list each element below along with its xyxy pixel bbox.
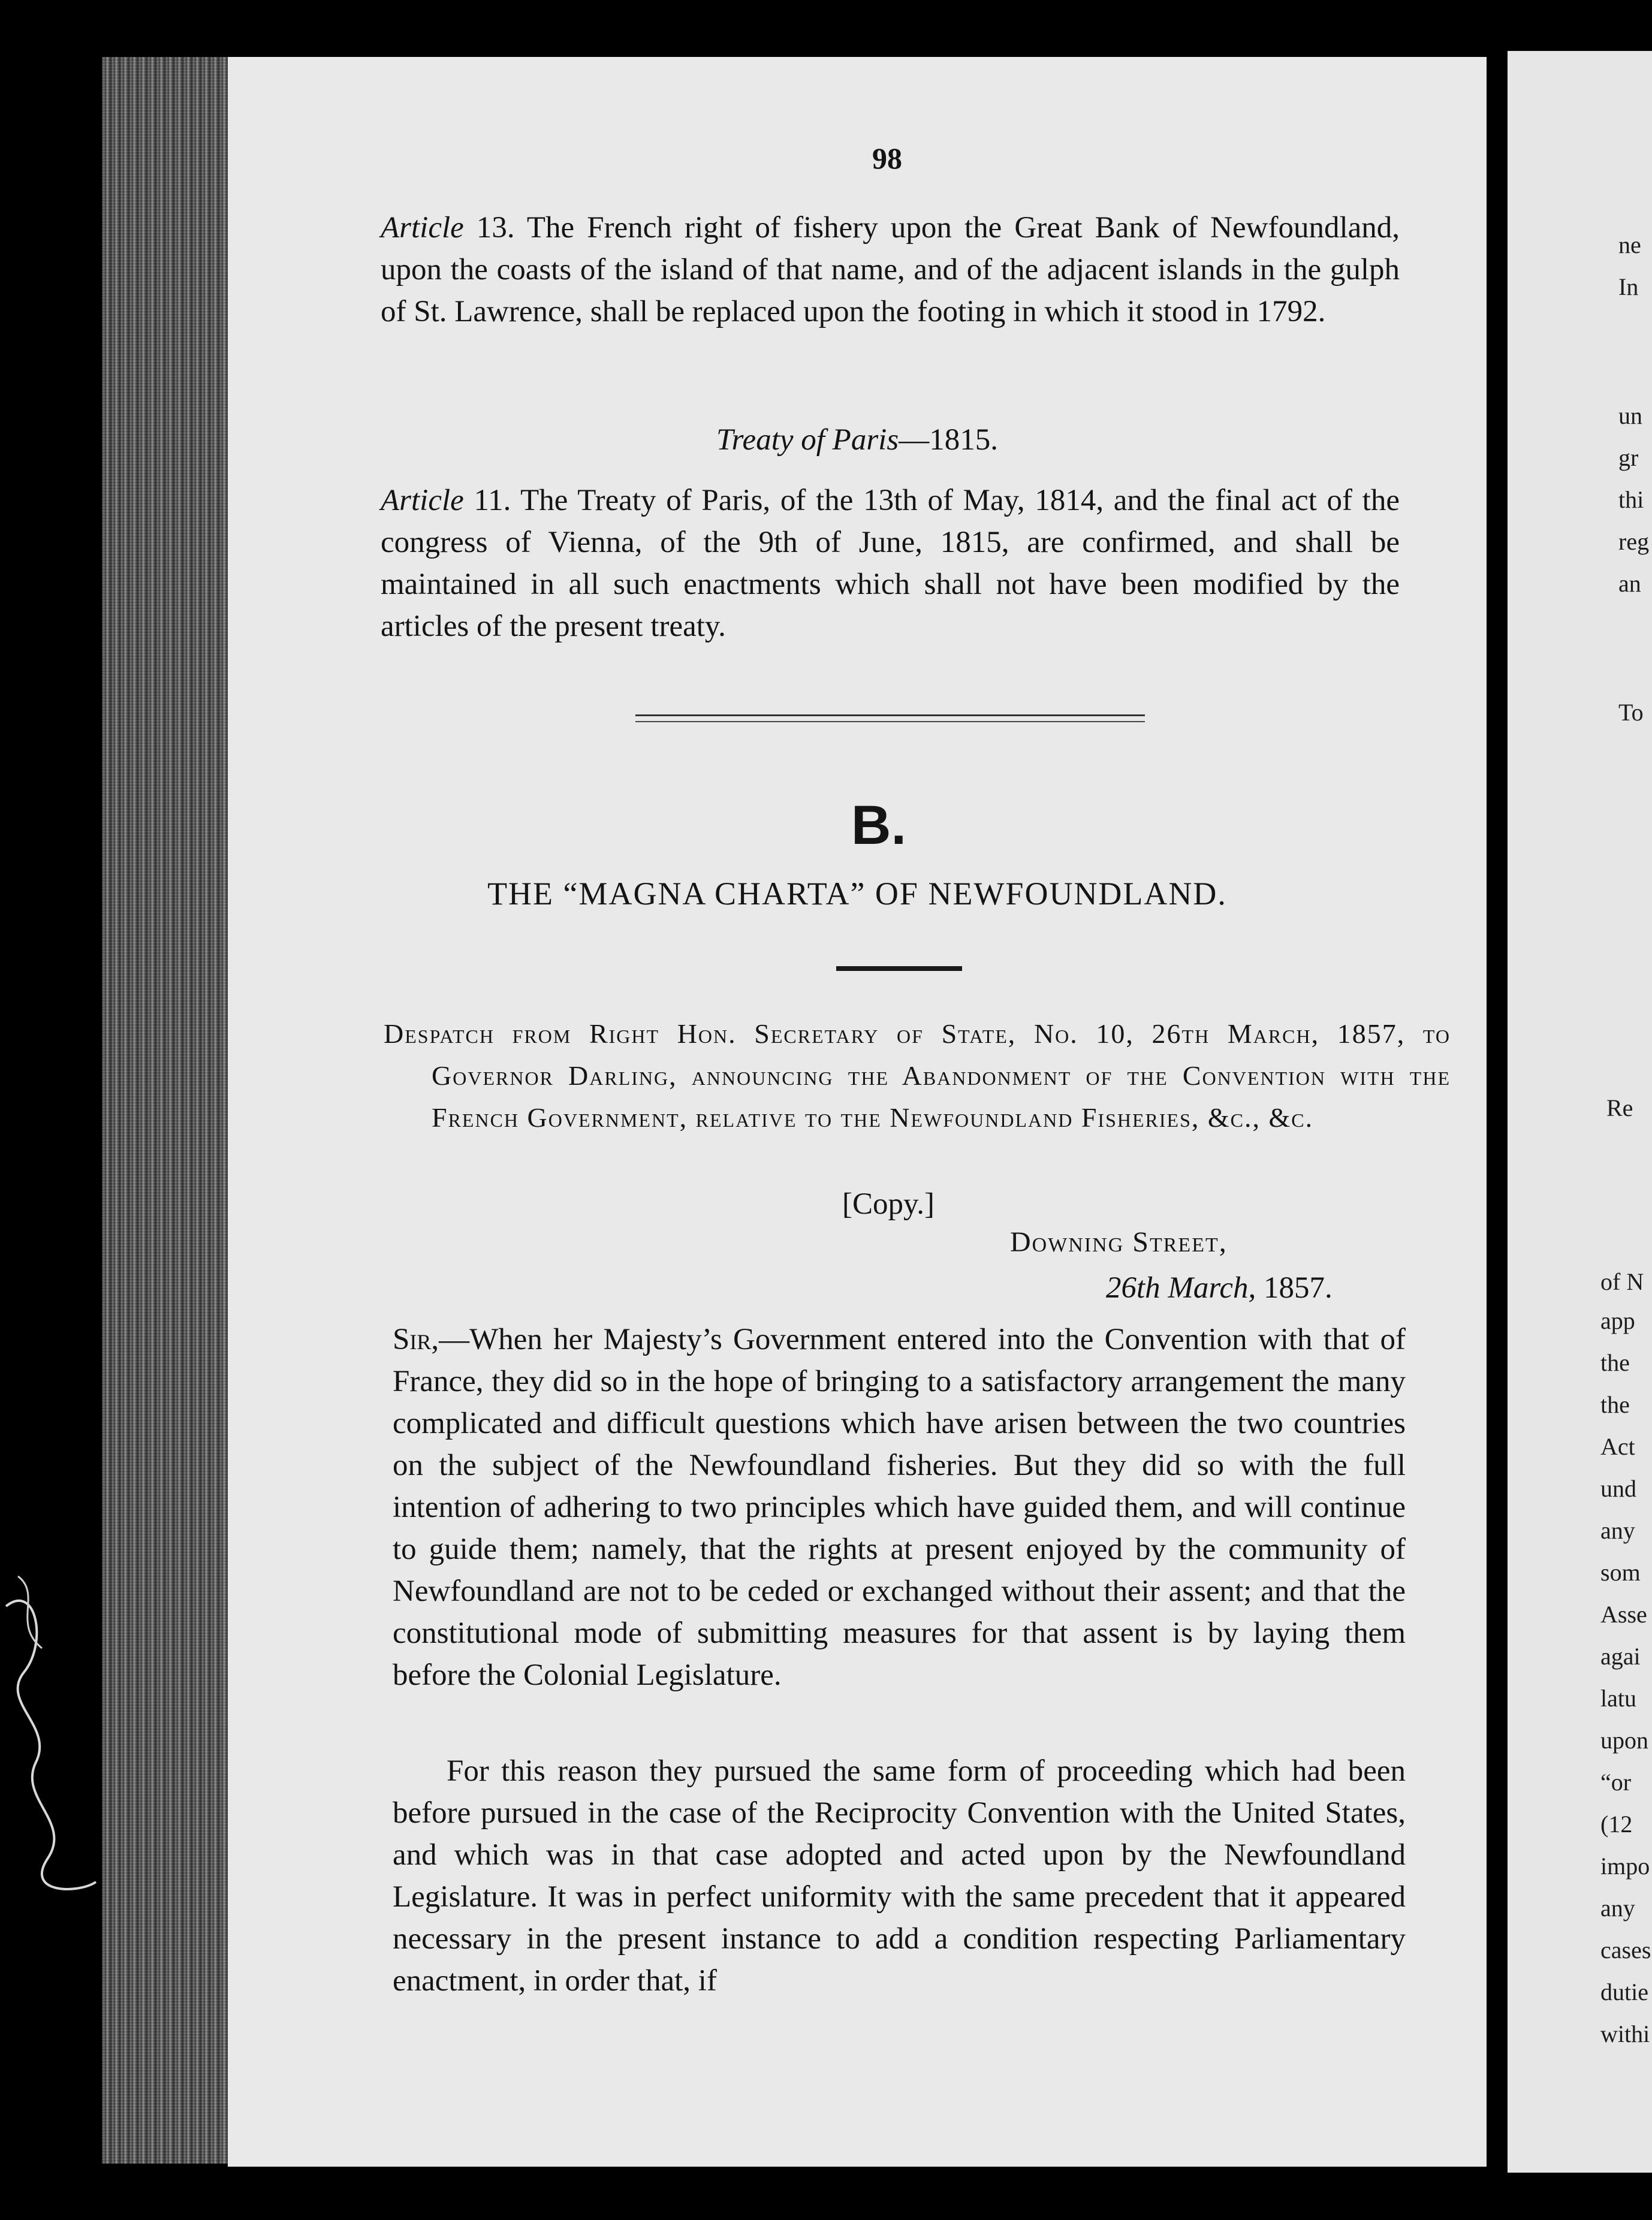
section-letter: B. <box>851 795 906 856</box>
treaty-heading <box>228 423 1487 457</box>
facing-fragment: gr <box>1618 444 1639 471</box>
book-gutter-edge <box>102 57 231 2164</box>
facing-fragment: withi <box>1600 2020 1650 2047</box>
facing-fragment: Asse <box>1600 1601 1647 1628</box>
facing-fragment: dutie <box>1600 1978 1648 2005</box>
facing-fragment: Re <box>1606 1094 1633 1121</box>
letter-place: Downing Street, <box>1010 1226 1228 1258</box>
facing-fragment: latu <box>1600 1685 1636 1712</box>
article-text: 11. The Treaty of Paris, of the 13th of May, 1814, and the final act of the congress of Vienna, of the 9th of June, 1815, are confirmed, and shall be maintained in all such enactments which shall not have been modified by the articles of the present treaty. <box>381 484 1400 643</box>
copy-label: [Copy.] <box>842 1187 934 1221</box>
facing-fragment: any <box>1600 1517 1635 1544</box>
facing-fragment: any <box>1600 1895 1635 1922</box>
treaty-heading-year: —1815. <box>899 423 998 457</box>
page-number: 98 <box>872 141 902 175</box>
facing-fragment: (12 <box>1600 1811 1633 1838</box>
facing-fragment: und <box>1600 1475 1636 1502</box>
article-label: Article <box>381 484 464 517</box>
letter-date <box>1106 1271 1333 1305</box>
facing-fragment: the <box>1600 1391 1630 1418</box>
letter-date-italic: 26th March, <box>1106 1271 1256 1305</box>
facing-fragment: impo <box>1600 1853 1650 1880</box>
facing-fragment: app <box>1600 1307 1635 1334</box>
article-13-paragraph <box>381 207 1400 333</box>
facing-fragment: To <box>1618 699 1644 726</box>
letter-paragraph-2: For this reason they pursued the same form of proceeding which had been before pursued in the case of the Reciprocity Convention with the United States, and which was in that case adopted and acted upon by the Newfoundland Legislature. It was in perfect uniformity with the same precedent that it appeared necessary in the present instance to add a condition respecting Parliamentary enactment, in order that, if <box>393 1754 1406 1998</box>
section-divider <box>635 721 1145 722</box>
article-11-paragraph <box>381 479 1400 647</box>
article-text: 13. The French right of fishery upon the Great Bank of Newfoundland, upon the coasts of the island of that name, and of the adjacent islands in the gulph of St. Lawrence, shall be replaced upon the footing in which it stood in 1792. <box>381 211 1400 328</box>
letter-date-year: 1857. <box>1256 1271 1333 1305</box>
facing-fragment: In <box>1618 273 1639 300</box>
treaty-heading-italic: Treaty of Paris <box>716 423 899 457</box>
facing-fragment: of N <box>1600 1268 1644 1295</box>
facing-fragment: agai <box>1600 1643 1641 1670</box>
despatch-heading: Despatch from Right Hon. Secretary of State, No. 10, 26th March, 1857, to Governor Darling, announcing the Abandonment of the Convention with the French Government, relative to the Newfoundland Fisheries, &c., &c. <box>384 1018 1451 1133</box>
article-label: Article <box>381 211 464 245</box>
facing-fragment: upon <box>1600 1727 1648 1754</box>
facing-fragment: reg <box>1618 528 1650 555</box>
thread-artifact <box>0 1570 105 1906</box>
facing-fragment: som <box>1600 1559 1641 1586</box>
letter-paragraph-1 <box>393 1319 1406 1696</box>
facing-fragment: ne <box>1618 231 1641 258</box>
title-underline <box>836 966 962 971</box>
section-title: THE “MAGNA CHARTA” OF NEWFOUNDLAND. <box>487 876 1227 912</box>
facing-fragment: “or <box>1600 1769 1632 1796</box>
facing-fragment: Act <box>1600 1433 1635 1460</box>
facing-fragment: un <box>1618 402 1642 429</box>
facing-fragment: the <box>1600 1349 1630 1376</box>
facing-fragment: thi <box>1618 486 1644 513</box>
letter-para-1-text: —When her Majesty’s Government entered into the Convention with that of France, they did so in the hope of bringing to a satisfactory arrangement the many complicated and difficult questions which have arisen between the two countries on the subject of the Newfoundland fisheries. But they did so with the full intention of adhering to two principles which have guided them, and will continue to guide them; namely, that the rights at present enjoyed by the community of Newfoundland are not to be ceded or exchanged without their assent; and that the constitutional mode of submitting measures for that assent is by laying them before the Colonial Legislature. <box>393 1323 1406 1692</box>
facing-fragment: cases <box>1600 1937 1651 1963</box>
letter-salutation: Sir, <box>393 1323 439 1356</box>
facing-fragment: an <box>1618 570 1641 597</box>
facing-page-strip <box>1508 51 1652 2173</box>
section-divider <box>635 714 1145 716</box>
